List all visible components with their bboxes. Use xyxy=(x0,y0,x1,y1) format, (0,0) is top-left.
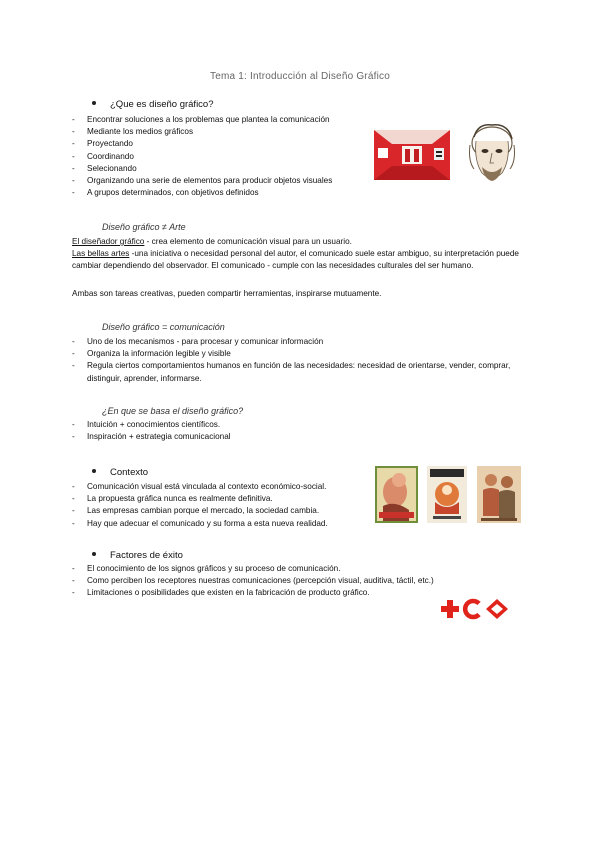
poster-3-svg xyxy=(477,466,521,523)
poster-2-svg xyxy=(427,466,467,523)
red-room-svg xyxy=(374,130,450,180)
list-item: - Inspiración + estrategia comunicacional xyxy=(72,431,372,443)
list-item: - El conocimiento de los signos gráficos y su proceso de comunicación. xyxy=(72,563,532,575)
list-item: - Comunicación visual está vinculada al contexto económico-social. xyxy=(72,481,367,493)
bullet-dot xyxy=(92,552,96,556)
heading-contexto xyxy=(92,467,148,478)
portrait-svg xyxy=(464,121,520,191)
red-room-image xyxy=(374,130,450,180)
list-item: - Selecionando xyxy=(72,163,372,175)
heading-que-es xyxy=(92,99,214,110)
list-item: - La propuesta gráfica nunca es realmente definitiva. xyxy=(72,493,367,505)
list-item: - Mediante los medios gráficos xyxy=(72,126,372,138)
list-item: - Hay que adecuar el comunicado y su forma a esta nueva realidad. xyxy=(72,518,367,530)
artes-text: -una iniciativa o necesidad personal del autor, el comunicado suele estar ambiguo, su interpretación puede cambiar dependiendo del observador. El comunicado - cumple con las necesidades culturales del ser humano. xyxy=(72,249,519,271)
list-que-es xyxy=(72,114,372,199)
heading-basa: ¿En que se basa el diseño gráfico? xyxy=(102,406,244,416)
list-item: - Como perciben los receptores nuestras comunicaciones (percepción visual, auditiva, táctil, etc.) xyxy=(72,575,532,587)
list-basa xyxy=(72,419,372,443)
heading-arte: Diseño gráfico ≠ Arte xyxy=(102,222,186,232)
logo-svg xyxy=(441,598,509,620)
para-ambas: Ambas son tareas creativas, pueden compartir herramientas, inspirarse mutuamente. xyxy=(72,289,382,298)
bullet-dot xyxy=(92,101,96,105)
designer-text: - crea elemento de comunicación visual para un usuario. xyxy=(144,237,352,246)
designer-term: El diseñador gráfico xyxy=(72,237,145,246)
artes-term: Las bellas artes xyxy=(72,249,130,259)
list-item: - Proyectando xyxy=(72,138,372,150)
list-item: - Las empresas cambian porque el mercado, la sociedad cambia. xyxy=(72,505,367,517)
list-item: - Uno de los mecanismos - para procesar y comunicar información xyxy=(72,336,527,348)
list-item: - Limitaciones o posibilidades que existen en la fabricación de producto gráfico. xyxy=(72,587,532,599)
heading-text: Contexto xyxy=(110,467,149,478)
list-item: - Intuición + conocimientos científicos. xyxy=(72,419,372,431)
heading-text: Factores de éxito xyxy=(110,550,183,561)
poster-1 xyxy=(375,466,418,523)
list-item: - Organiza la información legible y visible xyxy=(72,348,527,360)
list-item: - Coordinando xyxy=(72,151,372,163)
heading-text: ¿Que es diseño gráfico? xyxy=(110,99,214,110)
heading-factores xyxy=(92,550,183,561)
para-arte xyxy=(72,236,532,273)
heading-comunicacion: Diseño gráfico = comunicación xyxy=(102,322,225,332)
list-comunicacion xyxy=(72,336,527,385)
list-factores xyxy=(72,563,532,600)
designer-line xyxy=(72,236,532,248)
list-item: - A grupos determinados, con objetivos definidos xyxy=(72,187,372,199)
page-title: Tema 1: Introducción al Diseño Gráfico xyxy=(210,71,390,82)
list-item: - Encontrar soluciones a los problemas que plantea la comunicación xyxy=(72,114,372,126)
bullet-dot xyxy=(92,469,96,473)
list-item: - Regula ciertos comportamientos humanos en función de las necesidades: necesidad de orientarse, vender, comprar, distinguir, aprender, informarse. xyxy=(72,360,527,384)
plus-circle-diamond-logo xyxy=(441,598,509,620)
poster-3 xyxy=(477,466,521,523)
poster-2 xyxy=(427,466,467,523)
poster-1-svg xyxy=(375,466,418,523)
list-contexto xyxy=(72,481,367,530)
list-item: - Organizando una serie de elementos para producir objetos visuales xyxy=(72,175,372,187)
artes-line xyxy=(72,248,532,272)
portrait-image xyxy=(464,121,520,191)
